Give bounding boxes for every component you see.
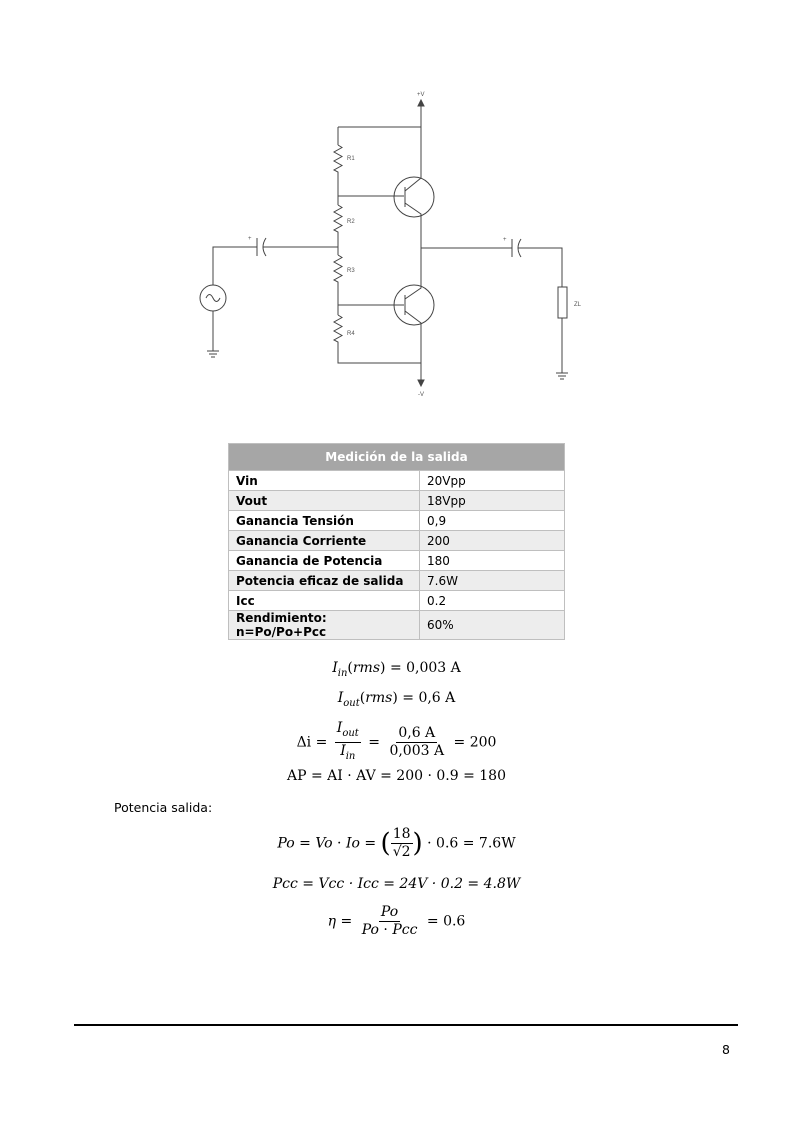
page-number: 8 bbox=[722, 1042, 730, 1057]
vplus-arrow-icon bbox=[418, 100, 424, 106]
row-value: 60% bbox=[420, 611, 565, 640]
zl-label: ZL bbox=[574, 302, 582, 308]
table-row bbox=[229, 591, 565, 611]
cap-in-plus: + bbox=[248, 236, 252, 242]
di-denominator: 0,003 A bbox=[389, 742, 445, 759]
output-wire bbox=[421, 248, 562, 373]
equation-pcc: Pcc = Vcc · Icc = 24V · 0.2 = 4.8W bbox=[272, 876, 521, 892]
pnp-leads bbox=[405, 248, 421, 380]
equation-efficiency: η = $\frac{Po}{\text{Po · Pcc}}$ = 0.6 bbox=[327, 904, 466, 938]
row-label: Vin bbox=[229, 471, 420, 491]
table-row bbox=[229, 491, 565, 511]
row-label: Rendimiento: n=Po/Po+Pcc bbox=[229, 611, 420, 640]
equation-iin: $I_{in}(rms) = 0,003$ A bbox=[332, 660, 461, 679]
row-value: 0,9 bbox=[420, 511, 565, 531]
r3-label: R3 bbox=[347, 268, 355, 274]
di-result: = 200 bbox=[453, 734, 497, 751]
table-row bbox=[229, 611, 565, 640]
row-label: Vout bbox=[229, 491, 420, 511]
vminus-label: -V bbox=[418, 392, 424, 398]
resistor-r4 bbox=[334, 315, 421, 363]
po-result: · 0.6 = 7.6W bbox=[427, 835, 516, 852]
vminus-arrow-icon bbox=[418, 380, 424, 386]
row-label: Potencia eficaz de salida bbox=[229, 571, 420, 591]
measurement-table bbox=[228, 443, 565, 640]
r4-label: R4 bbox=[347, 331, 355, 337]
iin-value: = 0,003 A bbox=[389, 660, 461, 676]
table-row bbox=[229, 551, 565, 571]
equation-current-gain: Δi = $\frac{I_{out}}{I_{in}}$ = $\frac{0,6 A}{0,003 A}$ = 200 bbox=[296, 720, 497, 762]
cap-out-plus: + bbox=[503, 237, 507, 243]
table-row bbox=[229, 531, 565, 551]
vplus-label: +V bbox=[417, 92, 425, 98]
table-row bbox=[229, 511, 565, 531]
equation-power-gain: AP = AI · AV = 200 · 0.9 = 180 bbox=[287, 768, 506, 784]
resistor-r3 bbox=[334, 255, 342, 305]
equation-iout: $I_{out}(rms) = 0,6$ A bbox=[337, 690, 456, 709]
ground-icon bbox=[207, 311, 219, 357]
row-value: 7.6W bbox=[420, 571, 565, 591]
top-rail bbox=[338, 106, 421, 178]
row-label: Ganancia Tensión bbox=[229, 511, 420, 531]
load-resistor-icon bbox=[558, 287, 567, 318]
ground-icon bbox=[556, 373, 568, 379]
npn-leads bbox=[405, 178, 421, 248]
circuit-diagram bbox=[0, 0, 793, 420]
row-value: 18Vpp bbox=[420, 491, 565, 511]
footer-rule bbox=[74, 1024, 738, 1026]
r2-label: R2 bbox=[347, 219, 355, 225]
table-row bbox=[229, 571, 565, 591]
row-value: 20Vpp bbox=[420, 471, 565, 491]
row-value: 200 bbox=[420, 531, 565, 551]
row-value: 180 bbox=[420, 551, 565, 571]
sine-icon bbox=[206, 295, 220, 302]
r1-label: R1 bbox=[347, 156, 355, 162]
table-row bbox=[229, 471, 565, 491]
row-label: Icc bbox=[229, 591, 420, 611]
di-numerator: 0,6 A bbox=[398, 724, 436, 741]
equation-po: Po = Vo · Io = ( $\frac{18}{√2}$ ) · 0.6 = 7.6W bbox=[277, 826, 516, 860]
potencia-salida-label: Potencia salida: bbox=[114, 800, 213, 815]
row-value: 0.2 bbox=[420, 591, 565, 611]
input-wire bbox=[213, 247, 338, 285]
eta-result: = 0.6 bbox=[426, 913, 466, 930]
npn-transistor-icon bbox=[394, 177, 434, 217]
resistor-r1 bbox=[334, 145, 342, 196]
iout-value: = 0,6 A bbox=[402, 690, 456, 706]
row-label: Ganancia de Potencia bbox=[229, 551, 420, 571]
table-title: Medición de la salida bbox=[229, 444, 565, 471]
row-label: Ganancia Corriente bbox=[229, 531, 420, 551]
